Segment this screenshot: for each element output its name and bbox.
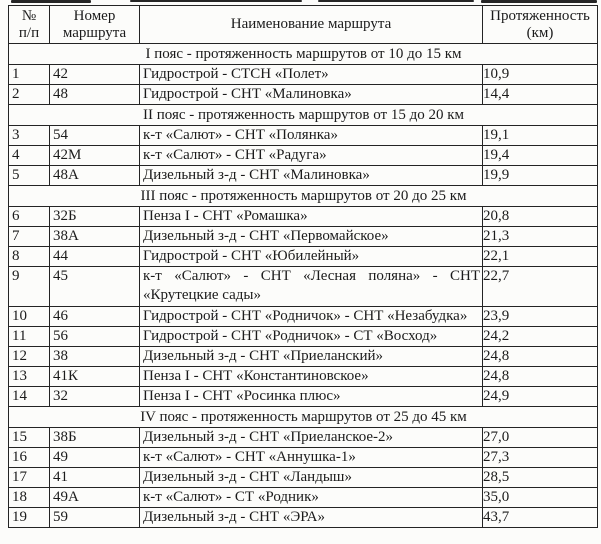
scan-artifact <box>481 0 597 3</box>
route-name: Дизельный з-д - СНТ «Малиновка» <box>140 166 483 186</box>
route-number: 42М <box>50 146 140 166</box>
route-length: 23,9 <box>483 307 598 327</box>
route-length: 24,2 <box>483 327 598 347</box>
route-length: 35,0 <box>483 488 598 508</box>
scan-artifact <box>318 0 474 2</box>
section-row <box>9 407 598 428</box>
row-index: 9 <box>9 267 50 307</box>
route-name: к-т «Салют» - СНТ «Радуга» <box>140 146 483 166</box>
scan-artifact <box>130 0 302 2</box>
route-name: к-т «Салют» - СНТ «Аннушка-1» <box>140 448 483 468</box>
route-name: Пенза I - СНТ «Росинка плюс» <box>140 387 483 407</box>
route-name: Гидрострой - СНТ «Родничок» - СТ «Восход» <box>140 327 483 347</box>
route-number: 59 <box>50 508 140 528</box>
route-length: 27,0 <box>483 428 598 448</box>
row-index: 13 <box>9 367 50 387</box>
row-index: 5 <box>9 166 50 186</box>
row-index: 4 <box>9 146 50 166</box>
route-number: 38А <box>50 227 140 247</box>
table-row <box>9 166 598 186</box>
table-row <box>9 207 598 227</box>
route-length: 10,9 <box>483 65 598 85</box>
route-length: 24,9 <box>483 387 598 407</box>
route-name: к-т «Салют» - СНТ «Полянка» <box>140 126 483 146</box>
route-length: 43,7 <box>483 508 598 528</box>
route-number: 49 <box>50 448 140 468</box>
route-length: 28,5 <box>483 468 598 488</box>
table-row <box>9 146 598 166</box>
col-header-route-name: Наименование маршрута <box>140 6 483 44</box>
table-row <box>9 227 598 247</box>
table-row <box>9 448 598 468</box>
table-row <box>9 126 598 146</box>
route-number: 44 <box>50 247 140 267</box>
table-row <box>9 247 598 267</box>
table-row <box>9 488 598 508</box>
route-length: 19,1 <box>483 126 598 146</box>
route-number: 45 <box>50 267 140 307</box>
section-title: I пояс - протяженность маршрутов от 10 до 15 км <box>9 44 598 65</box>
row-index: 12 <box>9 347 50 367</box>
section-row <box>9 186 598 207</box>
route-length: 27,3 <box>483 448 598 468</box>
row-index: 18 <box>9 488 50 508</box>
route-number: 56 <box>50 327 140 347</box>
section-title: IV пояс - протяженность маршрутов от 25 до 45 км <box>9 407 598 428</box>
col-header-length: Протяженность (км) <box>483 6 598 44</box>
routes-table <box>8 5 598 528</box>
table-row <box>9 85 598 105</box>
row-index: 8 <box>9 247 50 267</box>
row-index: 10 <box>9 307 50 327</box>
table-row <box>9 267 598 307</box>
route-name: Пенза I - СНТ «Константиновское» <box>140 367 483 387</box>
route-length: 22,1 <box>483 247 598 267</box>
route-name: Гидрострой - СНТ «Юбилейный» <box>140 247 483 267</box>
table-row <box>9 65 598 85</box>
route-number: 49А <box>50 488 140 508</box>
route-name: Гидрострой - СНТ «Родничок» - СНТ «Незабудка» <box>140 307 483 327</box>
route-length: 21,3 <box>483 227 598 247</box>
table-row <box>9 307 598 327</box>
route-length: 22,7 <box>483 267 598 307</box>
route-name: Пенза I - СНТ «Ромашка» <box>140 207 483 227</box>
table-row <box>9 468 598 488</box>
route-number: 41К <box>50 367 140 387</box>
header-row <box>9 6 598 44</box>
row-index: 2 <box>9 85 50 105</box>
row-index: 3 <box>9 126 50 146</box>
col-header-route-number: Номер маршрута <box>50 6 140 44</box>
route-name: Дизельный з-д - СНТ «Приеланский» <box>140 347 483 367</box>
route-name: к-т «Салют» - СТ «Родник» <box>140 488 483 508</box>
route-length: 24,8 <box>483 347 598 367</box>
route-length: 14,4 <box>483 85 598 105</box>
route-number: 54 <box>50 126 140 146</box>
row-index: 11 <box>9 327 50 347</box>
table-row <box>9 428 598 448</box>
scan-artifact <box>11 0 91 3</box>
route-name: Дизельный з-д - СНТ «Первомайское» <box>140 227 483 247</box>
route-length: 19,9 <box>483 166 598 186</box>
route-number: 32Б <box>50 207 140 227</box>
route-name: Дизельный з-д - СНТ «Ландыш» <box>140 468 483 488</box>
route-name: Гидрострой - СТСН «Полет» <box>140 65 483 85</box>
row-index: 15 <box>9 428 50 448</box>
route-number: 32 <box>50 387 140 407</box>
section-row <box>9 44 598 65</box>
route-name: Гидрострой - СНТ «Малиновка» <box>140 85 483 105</box>
row-index: 6 <box>9 207 50 227</box>
route-name: Дизельный з-д - СНТ «Приеланское-2» <box>140 428 483 448</box>
route-number: 38 <box>50 347 140 367</box>
row-index: 17 <box>9 468 50 488</box>
route-number: 48А <box>50 166 140 186</box>
table-row <box>9 367 598 387</box>
col-header-index: № п/п <box>9 6 50 44</box>
route-length: 24,8 <box>483 367 598 387</box>
row-index: 7 <box>9 227 50 247</box>
section-title: II пояс - протяженность маршрутов от 15 до 20 км <box>9 105 598 126</box>
route-name: Дизельный з-д - СНТ «ЭРА» <box>140 508 483 528</box>
route-name: к-т «Салют» - СНТ «Лесная поляна» - СНТ «Крутецкие сады» <box>140 267 483 307</box>
row-index: 19 <box>9 508 50 528</box>
route-number: 41 <box>50 468 140 488</box>
section-row <box>9 105 598 126</box>
route-length: 20,8 <box>483 207 598 227</box>
route-number: 48 <box>50 85 140 105</box>
row-index: 14 <box>9 387 50 407</box>
table-row <box>9 327 598 347</box>
section-title: III пояс - протяженность маршрутов от 20 до 25 км <box>9 186 598 207</box>
row-index: 16 <box>9 448 50 468</box>
table-row <box>9 508 598 528</box>
table-row <box>9 387 598 407</box>
table-row <box>9 347 598 367</box>
route-number: 38Б <box>50 428 140 448</box>
row-index: 1 <box>9 65 50 85</box>
route-number: 46 <box>50 307 140 327</box>
route-length: 19,4 <box>483 146 598 166</box>
route-number: 42 <box>50 65 140 85</box>
